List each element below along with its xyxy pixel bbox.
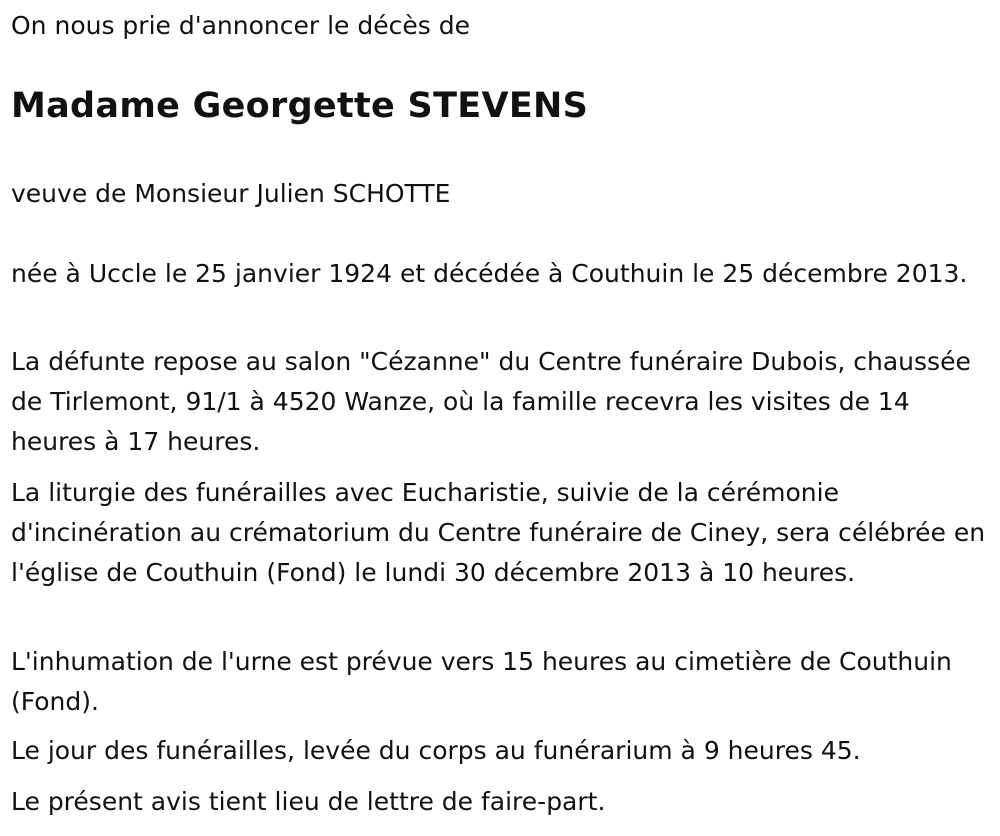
birth-death-text: née à Uccle le 25 janvier 1924 et décédée à Couthuin le 25 décembre 2013. [11, 259, 968, 288]
widow-of-text: veuve de Monsieur Julien SCHOTTE [11, 179, 451, 208]
funeral-day-text: Le jour des funérailles, levée du corps au funérarium à 9 heures 45. [11, 736, 861, 765]
liturgy-text: La liturgie des funérailles avec Eucharistie, suivie de la cérémonie d'incinération au crématorium du Centre funéraire de Ciney, sera célébrée en l'église de Couthuin (Fond) le lundi 30 décembre 2013 à 10 heures. [11, 478, 986, 587]
notice-text: Le présent avis tient lieu de lettre de faire-part. [11, 787, 606, 816]
urn-burial-text: L'inhumation de l'urne est prévue vers 15 heures au cimetière de Couthuin (Fond). [11, 647, 952, 716]
deceased-name: Madame Georgette STEVENS [11, 86, 589, 126]
announcement-intro: On nous prie d'annoncer le décès de [11, 11, 470, 40]
lying-in-state-text: La défunte repose au salon "Cézanne" du Centre funéraire Dubois, chaussée de Tirlemont, 91/1 à 4520 Wanze, où la famille recevra les visites de 14 heures à 17 heures. [11, 347, 971, 456]
